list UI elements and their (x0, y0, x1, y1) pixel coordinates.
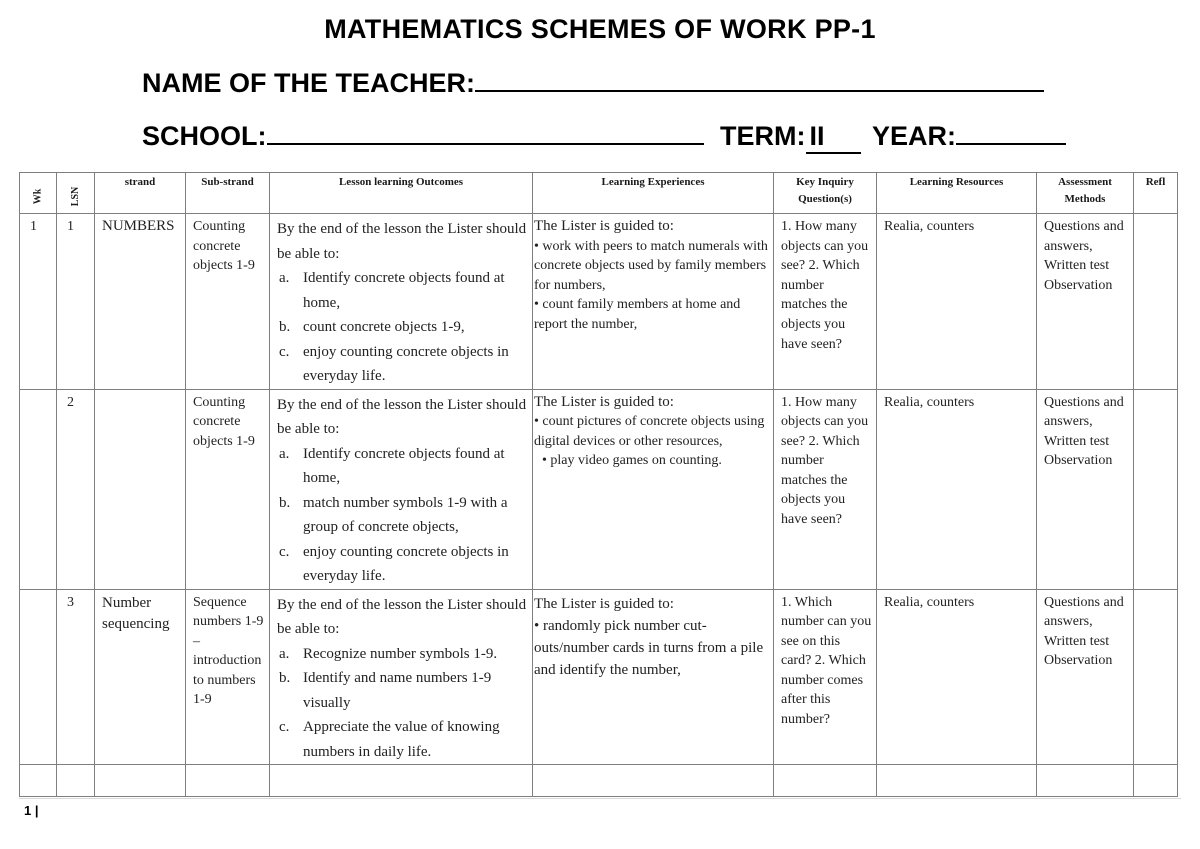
cell-questions: 1. Which number can you see on this card? 2. Which number comes after this number? (781, 594, 872, 728)
cell-strand (95, 390, 185, 393)
header-substrand: Sub-strand (186, 173, 270, 214)
cell-wk: 1 (30, 219, 37, 234)
experiences-intro: The Lister is guided to: (534, 595, 674, 612)
outcome-item (277, 315, 528, 340)
outcomes-intro: By the end of the lesson the Lister should be able to: (277, 596, 527, 637)
header-resources: Learning Resources (877, 173, 1037, 214)
outcome-marker: c. (279, 543, 290, 560)
cell-outcomes (270, 589, 533, 765)
cell-refl (1134, 590, 1177, 593)
teacher-blank (475, 68, 1044, 92)
cell-wk (20, 590, 56, 593)
outcome-item (277, 540, 528, 589)
experiences-intro: The Lister is guided to: (534, 218, 674, 234)
experiences-intro: The Lister is guided to: (534, 393, 674, 410)
header-experiences: Learning Experiences (533, 173, 774, 214)
outcomes-intro: By the end of the lesson the Lister should be able to: (277, 396, 527, 437)
outcome-item (277, 442, 528, 491)
outcome-marker: b. (279, 670, 291, 686)
outcome-marker: c. (279, 719, 290, 735)
outcome-item (277, 642, 528, 667)
experience-item: • play video games on counting. (542, 453, 722, 469)
cell-experiences (533, 389, 774, 589)
empty-cell (186, 765, 270, 797)
header-lsn-text: LSN (69, 186, 81, 207)
cell-questions: 1. How many objects can you see? 2. Which number matches the objects you have seen? (781, 394, 869, 528)
outcome-item (277, 266, 528, 315)
cell-resources: Realia, counters (884, 594, 975, 610)
experience-item: • work with peers to match numerals with concrete objects used by family members for numbers, (534, 238, 768, 293)
outcome-text: Identify and name numbers 1-9 visually (303, 670, 492, 711)
header-outcomes: Lesson learning Outcomes (270, 173, 533, 214)
empty-cell (533, 765, 774, 797)
table-row (20, 589, 1178, 765)
outcome-marker: a. (279, 445, 290, 462)
outcomes-intro: By the end of the lesson the Lister should be able to: (277, 221, 527, 262)
outcome-item (277, 666, 528, 715)
term-value (806, 121, 861, 154)
empty-cell (1037, 765, 1134, 797)
cell-substrand: Counting concrete objects 1-9 (193, 219, 255, 274)
year-label: YEAR: (872, 121, 957, 151)
cell-lsn: 1 (67, 219, 74, 234)
cell-refl (1134, 390, 1177, 393)
empty-cell (270, 765, 533, 797)
outcome-text: enjoy counting concrete objects in everyday life. (303, 543, 509, 584)
cell-lsn: 2 (67, 394, 74, 410)
table-row (20, 389, 1178, 589)
experience-item: • randomly pick number cut-outs/number cards in turns from a pile and identify the number, (534, 617, 764, 678)
cell-assessment: Questions and answers, Written test Observation (1044, 394, 1124, 469)
header-wk-text: Wk (32, 188, 44, 205)
header-wk (20, 173, 57, 214)
header-row (20, 173, 1178, 214)
outcome-text: enjoy counting concrete objects in everyday life. (303, 343, 509, 384)
cell-strand: NUMBERS (102, 218, 175, 234)
cell-resources: Realia, counters (884, 394, 975, 410)
document-title: MATHEMATICS SCHEMES OF WORK PP-1 (324, 14, 876, 44)
cell-strand: Number sequencing (102, 594, 170, 632)
school-label: SCHOOL: (142, 121, 267, 151)
cell-refl (1134, 214, 1177, 217)
cell-assessment: Questions and answers, Written test Observation (1044, 219, 1124, 293)
outcome-text: Identify concrete objects found at home, (303, 445, 505, 486)
cell-questions: 1. How many objects can you see? 2. Which number matches the objects you have seen? (781, 219, 869, 352)
cell-substrand: Counting concrete objects 1-9 (193, 394, 255, 449)
empty-cell (57, 765, 95, 797)
term-value-text: II (809, 121, 825, 151)
cell-assessment: Questions and answers, Written test Observation (1044, 594, 1124, 669)
outcome-marker: c. (279, 343, 290, 360)
cell-substrand: Sequence numbers 1-9 – introduction to numbers 1-9 (193, 594, 264, 708)
term-label: TERM: (720, 121, 806, 151)
outcome-text: Identify concrete objects found at home, (303, 270, 505, 311)
empty-cell (877, 765, 1037, 797)
outcome-text: Recognize number symbols 1-9. (303, 645, 498, 662)
school-blank (267, 121, 704, 145)
cell-experiences (533, 589, 774, 765)
empty-cell (1134, 765, 1178, 797)
header-lsn (57, 173, 95, 214)
outcome-marker: a. (279, 270, 290, 286)
outcome-text: Appreciate the value of knowing numbers in daily life. (303, 719, 500, 760)
outcome-marker: b. (279, 494, 291, 511)
outcome-item (277, 340, 528, 389)
outcome-text: match number symbols 1-9 with a group of concrete objects, (303, 494, 508, 535)
page-number: 1 | (24, 803, 39, 818)
experience-item: • count family members at home and report the number, (534, 297, 741, 332)
empty-cell (774, 765, 877, 797)
outcome-text: count concrete objects 1-9, (303, 319, 465, 335)
cell-outcomes (270, 389, 533, 589)
cell-lsn: 3 (67, 594, 74, 610)
footer-divider (19, 798, 1181, 799)
teacher-line (142, 68, 1044, 99)
empty-cell (20, 765, 57, 797)
outcome-item (277, 491, 528, 540)
empty-cell (95, 765, 186, 797)
table-row (20, 214, 1178, 390)
header-questions: Key Inquiry Question(s) (774, 173, 877, 214)
header-assessment: Assessment Methods (1037, 173, 1134, 214)
school-term-year-line (142, 121, 1066, 154)
header-strand: strand (95, 173, 186, 214)
cell-outcomes (270, 214, 533, 390)
header-refl: Refl (1134, 173, 1178, 214)
empty-row (20, 765, 1178, 797)
outcome-marker: b. (279, 319, 291, 335)
cell-wk (20, 390, 56, 393)
teacher-label: NAME OF THE TEACHER: (142, 68, 475, 98)
cell-resources: Realia, counters (884, 219, 975, 234)
schemes-of-work-table (19, 172, 1178, 797)
cell-experiences (533, 214, 774, 390)
experience-item: • count pictures of concrete objects using digital devices or other resources, (534, 414, 765, 449)
year-blank (956, 121, 1066, 145)
outcome-marker: a. (279, 645, 290, 662)
outcome-item (277, 715, 528, 764)
